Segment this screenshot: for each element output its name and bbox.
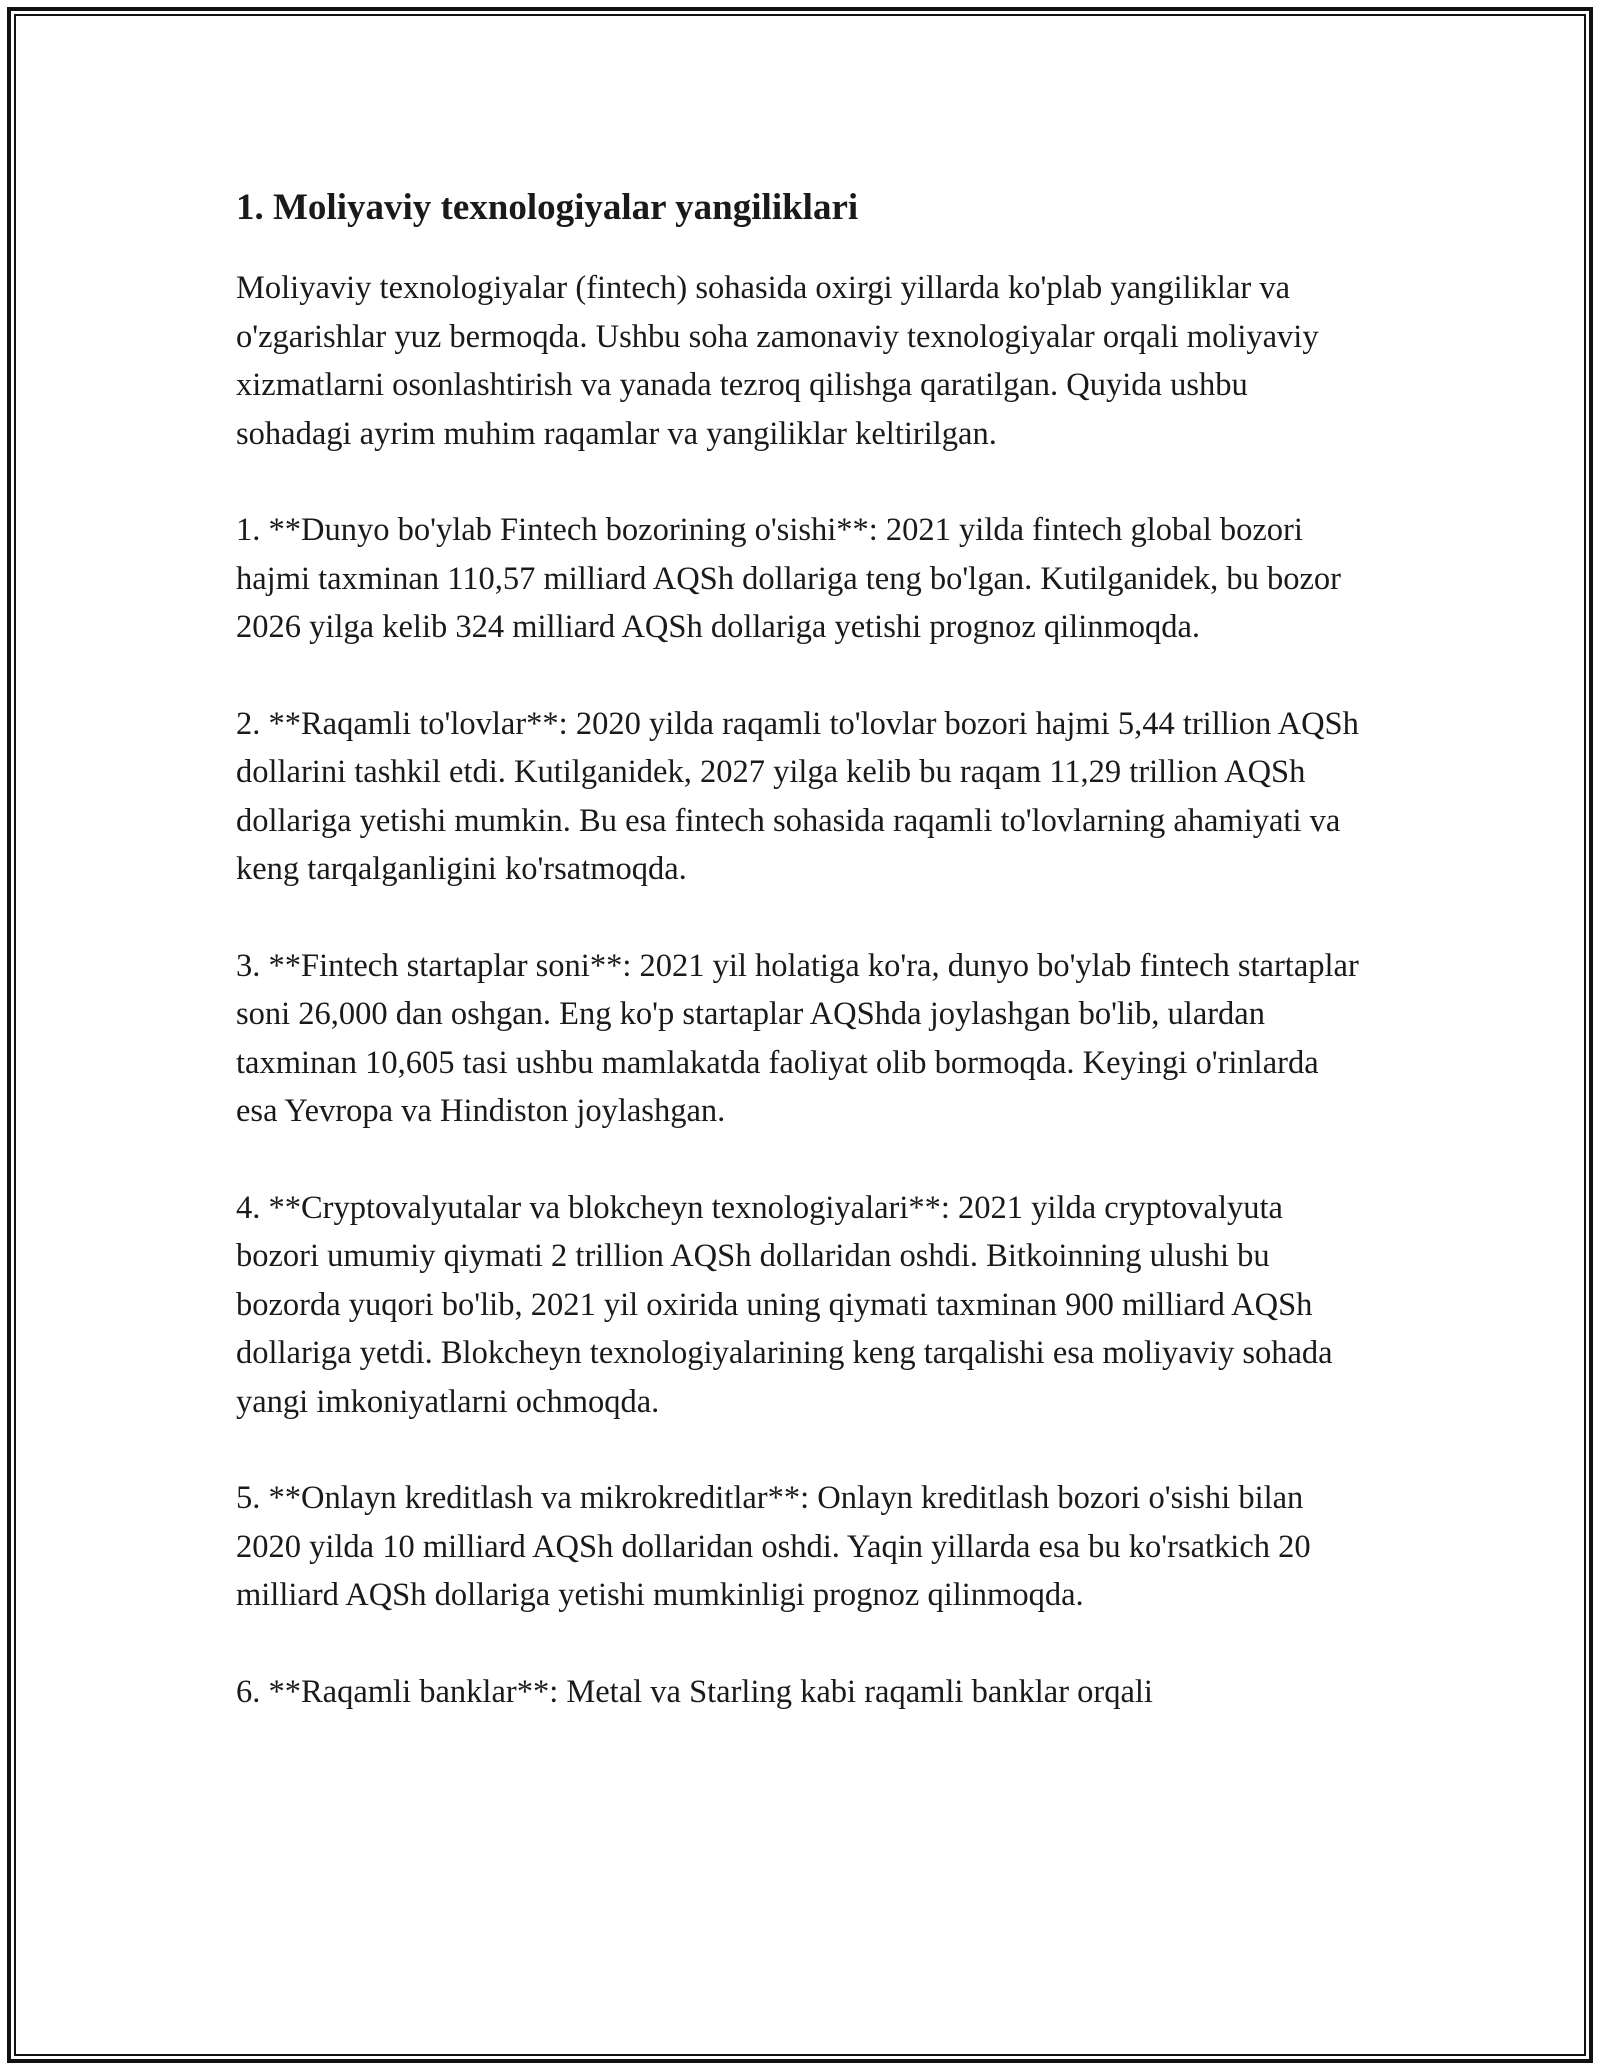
intro-paragraph: Moliyaviy texnologiyalar (fintech) sohasida oxirgi yillarda ko'plab yangiliklar va o'zgarishlar yuz bermoqda. Ushbu soha zamonaviy texnologiyalar orqali moliyaviy xizmatlarni osonlashtirish va yanada tezroq qilishga qaratilgan. Quyida ushbu sohadagi ayrim muhim raqamlar va yangiliklar keltirilgan. xyxy=(236,270,1319,452)
document-title: 1. Moliyaviy texnologiyalar yangiliklari xyxy=(236,187,859,228)
paragraph-digital-payments: 2. **Raqamli to'lovlar**: 2020 yilda raqamli to'lovlar bozori hajmi 5,44 trillion AQSh dollarini tashkil etdi. Kutilganidek, 2027 yilga kelib bu raqam 11,29 trillion AQSh dollariga yetishi mumkin. Bu esa fintech sohasida raqamli to'lovlarning ahamiyati va keng tarqalganligini ko'rsatmoqda. xyxy=(236,705,1359,887)
paragraph-digital-banks: 6. **Raqamli banklar**: Metal va Starling kabi raqamli banklar orqali xyxy=(236,1673,1153,1710)
paragraph-fintech-startups: 3. **Fintech startaplar soni**: 2021 yil holatiga ko'ra, dunyo bo'ylab fintech startaplar soni 26,000 dan oshgan. Eng ko'p startaplar AQShda joylashgan bo'lib, ulardan taxminan 10,605 tasi ushbu mamlakatda faoliyat olib bormoqda. Keyingi o'rinlarda esa Yevropa va Hindiston joylashgan. xyxy=(236,947,1359,1129)
paragraph-crypto-blockchain: 4. **Cryptovalyutalar va blokcheyn texnologiyalari**: 2021 yilda cryptovalyuta bozori umumiy qiymati 2 trillion AQSh dollaridan oshdi. Bitkoinning ulushi bu bozorda yuqori bo'lib, 2021 yil oxirida uning qiymati taxminan 900 milliard AQSh dollariga yetdi. Blokcheyn texnologiyalarining keng tarqalishi esa moliyaviy sohada yangi imkoniyatlarni ochmoqda. xyxy=(236,1189,1333,1420)
paragraph-fintech-market-growth: 1. **Dunyo bo'ylab Fintech bozorining o'sishi**: 2021 yilda fintech global bozori hajmi taxminan 110,57 milliard AQSh dollariga teng bo'lgan. Kutilganidek, bu bozor 2026 yilga kelib 324 milliard AQSh dollariga yetishi prognoz qilinmoqda. xyxy=(236,512,1341,645)
document-body xyxy=(236,186,1366,1764)
paragraph-online-lending: 5. **Onlayn kreditlash va mikrokreditlar**: Onlayn kreditlash bozori o'sishi bilan 2020 yilda 10 milliard AQSh dollaridan oshdi. Yaqin yillarda esa bu ko'rsatkich 20 milliard AQSh dollariga yetishi mumkinligi prognoz qilinmoqda. xyxy=(236,1480,1311,1613)
